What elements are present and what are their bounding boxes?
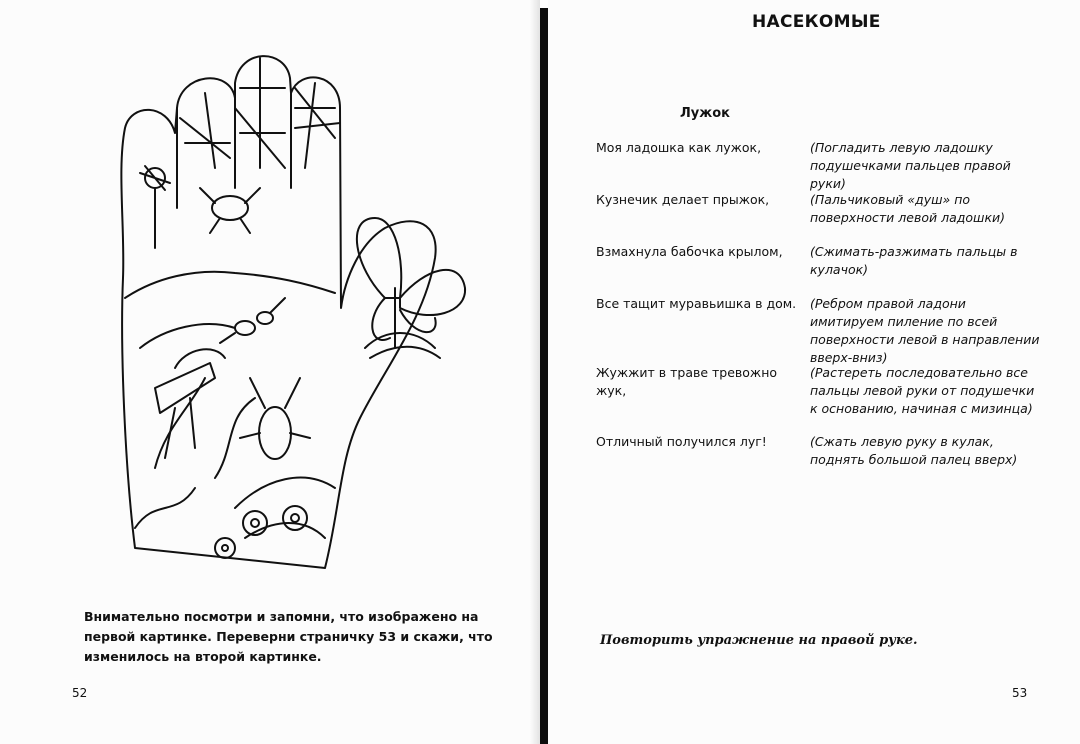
rhyme-line: Отличный получился луг! xyxy=(596,434,767,449)
rhyme-line: Все тащит муравьишка в дом. xyxy=(596,296,797,311)
hand-insects-illustration xyxy=(95,48,515,588)
repeat-exercise-note: Повторить упражнение на правой руке. xyxy=(600,633,918,648)
section-title: НАСЕКОМЫЕ xyxy=(752,12,881,32)
rhyme-instruction: (Сжимать-разжимать пальцы в кулачок) xyxy=(810,244,1018,277)
book-binding xyxy=(540,8,548,744)
rhyme-line: Моя ладошка как лужок, xyxy=(596,140,762,155)
gutter-shadow xyxy=(530,0,540,744)
rhyme-line: Жужжит в траве тревожно жук, xyxy=(596,365,778,398)
rhyme-title: Лужок xyxy=(680,106,730,121)
page-number-right: 53 xyxy=(1012,686,1028,700)
rhyme-instruction: (Погладить левую ладошку подушечками пальцев правой руки) xyxy=(810,140,1011,191)
rhyme-line: Взмахнула бабочка крылом, xyxy=(596,244,783,259)
rhyme-instruction: (Пальчиковый «душ» по поверхности левой ладошки) xyxy=(810,192,1006,225)
rhyme-instruction: (Ребром правой ладони имитируем пиление по всей поверхности левой в направлении вверх-вниз) xyxy=(810,296,1040,365)
memory-task-caption: Внимательно посмотри и запомни, что изображено на первой картинке. Переверни страничку 53 и скажи, что изменилось на второй картинке. xyxy=(84,609,493,664)
rhyme-instruction: (Сжать левую руку в кулак, поднять большой палец вверх) xyxy=(810,434,1018,467)
rhyme-line: Кузнечик делает прыжок, xyxy=(596,192,770,207)
rhyme-instruction: (Растереть последовательно все пальцы левой руки от подушечки к основанию, начиная с мизинца) xyxy=(810,365,1035,416)
page-number-left: 52 xyxy=(72,686,88,700)
